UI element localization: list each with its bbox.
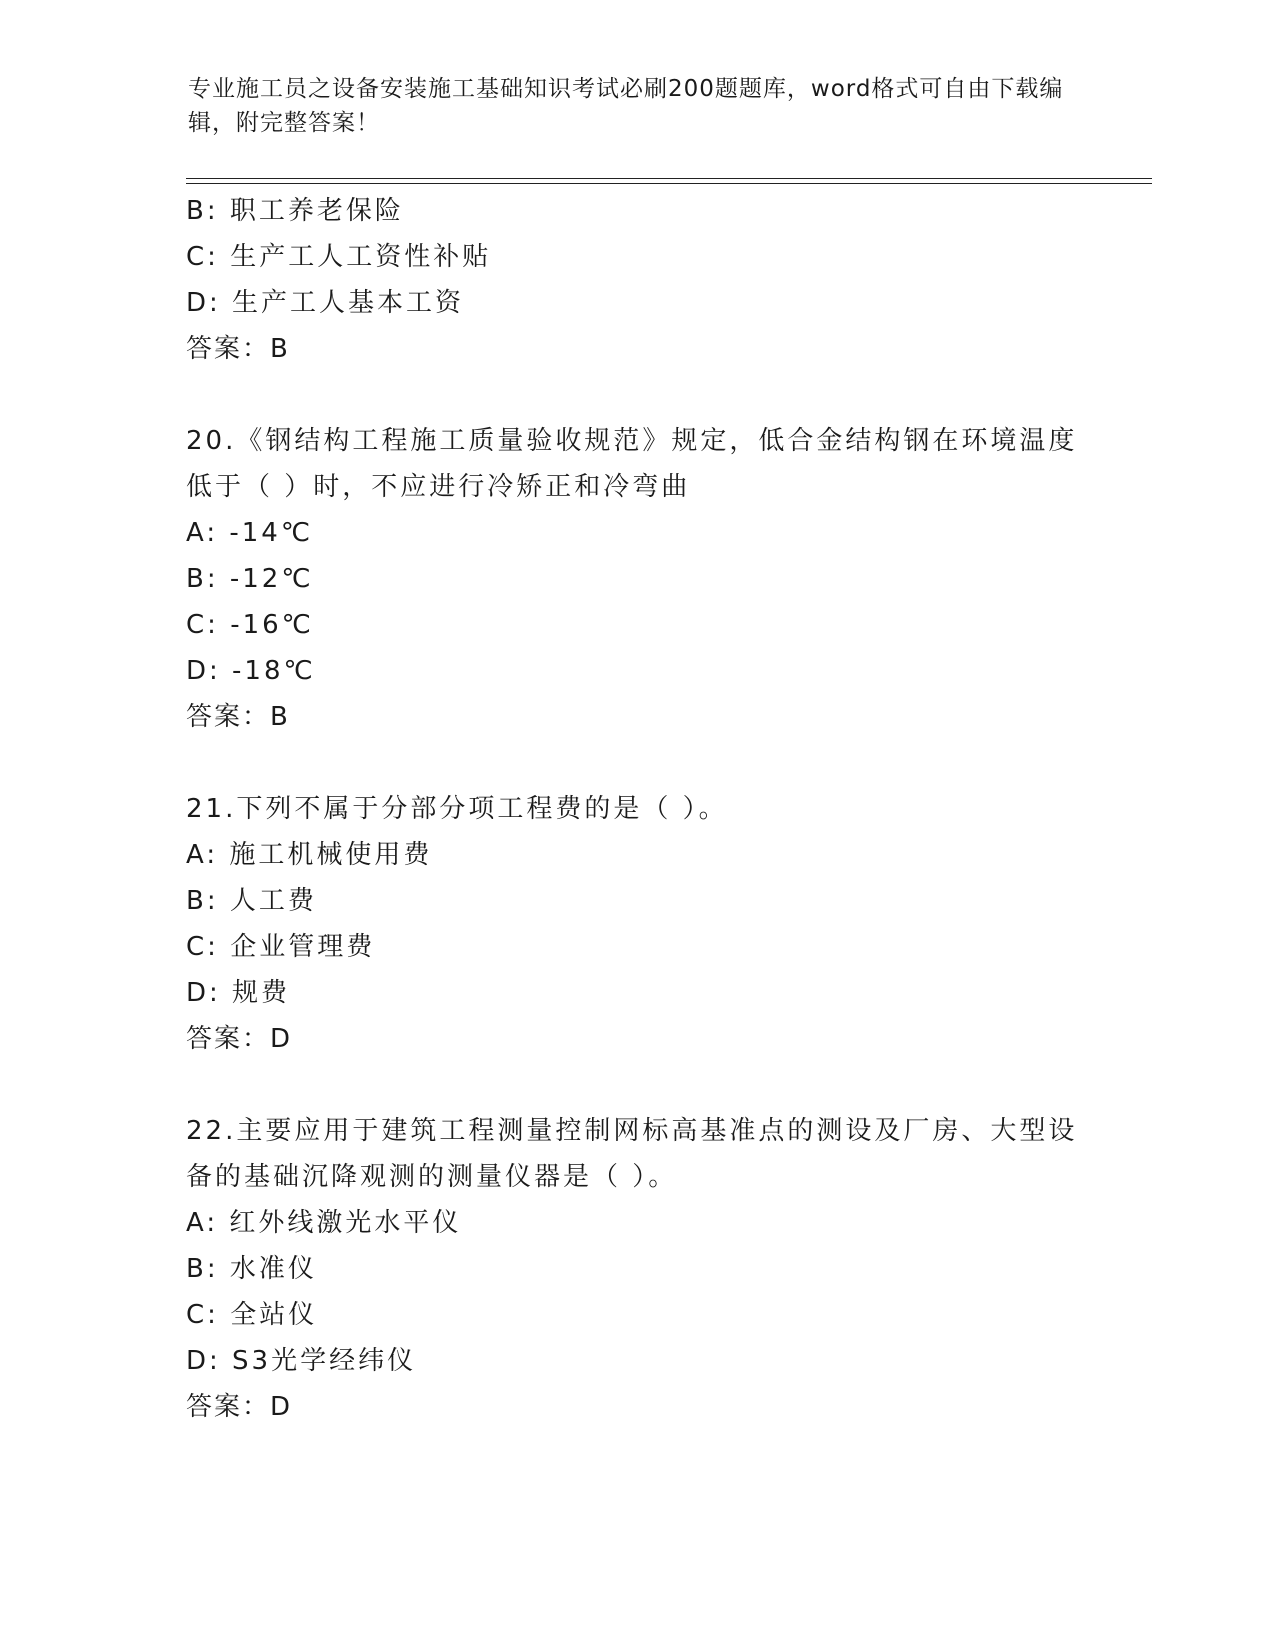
option-text: 红外线激光水平仪 [229,1208,462,1238]
header-rule-top [186,178,1152,179]
spacer [186,1062,1086,1108]
option-label: C: [186,932,219,962]
option-label: D: [186,656,221,686]
option-b [186,188,1086,234]
option-b [186,556,1086,602]
option-label: B: [186,196,219,226]
option-label: D: [186,978,221,1008]
document-body [186,188,1086,1430]
option-label: B: [186,1254,219,1284]
option-b [186,878,1086,924]
option-text: 规费 [232,978,291,1008]
option-c [186,924,1086,970]
option-text: 水准仪 [229,1254,317,1284]
option-text: -18℃ [232,656,316,686]
option-d [186,280,1086,326]
option-text: 施工机械使用费 [229,840,433,870]
option-label: A: [186,1208,219,1238]
option-text: 人工费 [229,886,317,916]
spacer [186,372,1086,418]
option-text: 生产工人工资性补贴 [230,242,492,272]
answer-line: 答案：B [186,702,290,732]
option-text: -14℃ [229,518,314,548]
option-text: S3光学经纬仪 [232,1346,417,1376]
option-d [186,1338,1086,1384]
option-label: C: [186,610,219,640]
option-text: 职工养老保险 [229,196,404,226]
option-d [186,970,1086,1016]
option-text: -16℃ [230,610,314,640]
option-c [186,602,1086,648]
option-label: B: [186,564,219,594]
option-a [186,510,1086,556]
header-rule-bottom [186,183,1152,184]
option-label: A: [186,518,219,548]
option-d [186,648,1086,694]
question-stem: 20.《钢结构工程施工质量验收规范》规定，低合金结构钢在环境温度低于（ ）时，不应进行冷矫正和冷弯曲 [186,426,1078,502]
option-c [186,234,1086,280]
question-stem: 21.下列不属于分部分项工程费的是（ ）。 [186,794,728,824]
option-label: D: [186,1346,221,1376]
document-header: 专业施工员之设备安装施工基础知识考试必刷200题题库，word格式可自由下载编辑，附完整答案！ [188,76,1064,136]
question-21 [186,786,1086,1062]
option-label: B: [186,886,219,916]
answer-line: 答案：D [186,1024,293,1054]
option-label: C: [186,1300,219,1330]
option-label: A: [186,840,219,870]
option-text: 企业管理费 [230,932,376,962]
option-label: D: [186,288,221,318]
option-text: 全站仪 [230,1300,318,1330]
option-a [186,1200,1086,1246]
spacer [186,740,1086,786]
option-a [186,832,1086,878]
option-c [186,1292,1086,1338]
option-label: C: [186,242,219,272]
question-20 [186,418,1086,740]
option-text: -12℃ [229,564,314,594]
option-text: 生产工人基本工资 [232,288,465,318]
question-stem: 22.主要应用于建筑工程测量控制网标高基准点的测设及厂房、大型设备的基础沉降观测的测量仪器是（ ）。 [186,1116,1078,1192]
option-b [186,1246,1086,1292]
question-19-continued [186,188,1086,372]
question-22 [186,1108,1086,1430]
answer-line: 答案：D [186,1392,293,1422]
answer-line: 答案：B [186,334,290,364]
